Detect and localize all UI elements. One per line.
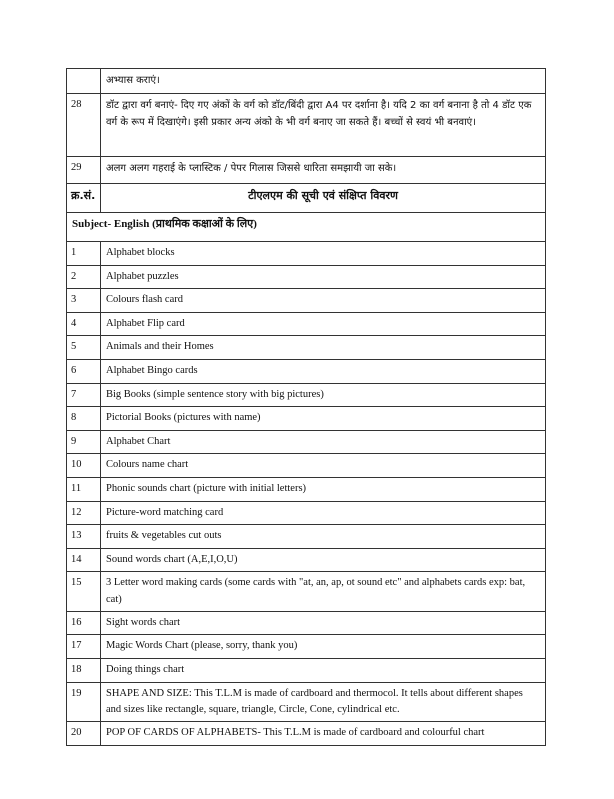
table-row xyxy=(67,336,546,360)
table-row xyxy=(67,611,546,635)
row-number: 19 xyxy=(67,682,101,722)
row-text: Alphabet blocks xyxy=(101,242,546,266)
table-row xyxy=(67,242,546,266)
row-number: 8 xyxy=(67,407,101,431)
row-text: अभ्यास कराएं। xyxy=(101,69,546,94)
tlm-table xyxy=(66,68,546,746)
row-number: 16 xyxy=(67,611,101,635)
document-page xyxy=(66,68,546,746)
row-number: 2 xyxy=(67,265,101,289)
table-row xyxy=(67,454,546,478)
row-number: 12 xyxy=(67,501,101,525)
table-row xyxy=(67,265,546,289)
row-text: 3 Letter word making cards (some cards with "at, an, ap, ot sound etc" and alphabets cards exp: bat, cat) xyxy=(101,572,546,612)
table-row xyxy=(67,548,546,572)
row-text: Alphabet puzzles xyxy=(101,265,546,289)
table-row xyxy=(67,659,546,683)
subject-row xyxy=(67,213,546,242)
row-text: Colours flash card xyxy=(101,289,546,313)
row-text: Sight words chart xyxy=(101,611,546,635)
row-text: Alphabet Bingo cards xyxy=(101,359,546,383)
row-number: 20 xyxy=(67,722,101,746)
row-text: Picture-word matching card xyxy=(101,501,546,525)
table-row xyxy=(67,407,546,431)
row-number: 13 xyxy=(67,525,101,549)
row-text: Sound words chart (A,E,I,O,U) xyxy=(101,548,546,572)
row-text: Magic Words Chart (please, sorry, thank you) xyxy=(101,635,546,659)
table-row xyxy=(67,69,546,94)
table-row xyxy=(67,477,546,501)
items-list xyxy=(67,242,546,746)
row-number: 29 xyxy=(67,157,101,184)
row-text: Alphabet Flip card xyxy=(101,312,546,336)
row-number: 18 xyxy=(67,659,101,683)
table-row xyxy=(67,525,546,549)
row-text: fruits & vegetables cut outs xyxy=(101,525,546,549)
table-row xyxy=(67,289,546,313)
table-row xyxy=(67,94,546,157)
row-number: 4 xyxy=(67,312,101,336)
table-row xyxy=(67,635,546,659)
row-text: डॉट द्वारा वर्ग बनाएं- दिए गए अंकों के वर्ग को डॉट/बिंदी द्वारा A4 पर दर्शाना है। यदि 2 का वर्ग बनाना है तो 4 डॉट एक वर्ग के रूप में दिखाएंगे। इसी प्रकार अन्य अंको के भी वर्ग बनाए जा सकते हैं। बच्चों से स्वयं भी बनवाएं। xyxy=(101,94,546,157)
row-number: 28 xyxy=(67,94,101,157)
row-number: 11 xyxy=(67,477,101,501)
row-number: 1 xyxy=(67,242,101,266)
row-number: 15 xyxy=(67,572,101,612)
subject-heading: Subject- English (प्राथमिक कक्षाओं के लिए) xyxy=(67,213,546,242)
row-text: Pictorial Books (pictures with name) xyxy=(101,407,546,431)
row-text: Big Books (simple sentence story with big pictures) xyxy=(101,383,546,407)
table-row xyxy=(67,359,546,383)
table-row xyxy=(67,312,546,336)
table-row xyxy=(67,430,546,454)
row-text: SHAPE AND SIZE: This T.L.M is made of cardboard and thermocol. It tells about different shapes and sizes like rectangle, square, triangle, Circle, Cone, cylindrical etc. xyxy=(101,682,546,722)
table-row xyxy=(67,722,546,746)
table-row xyxy=(67,572,546,612)
row-number: 14 xyxy=(67,548,101,572)
table-row xyxy=(67,157,546,184)
row-number: 9 xyxy=(67,430,101,454)
row-number: 10 xyxy=(67,454,101,478)
row-text: अलग अलग गहराई के प्लास्टिक / पेपर गिलास जिससे धारिता समझायी जा सके। xyxy=(101,157,546,184)
row-number: 6 xyxy=(67,359,101,383)
row-number: 7 xyxy=(67,383,101,407)
row-number: 3 xyxy=(67,289,101,313)
table-row xyxy=(67,501,546,525)
row-text: Doing things chart xyxy=(101,659,546,683)
row-number: 17 xyxy=(67,635,101,659)
table-row xyxy=(67,682,546,722)
table-header-row xyxy=(67,184,546,213)
row-text: Animals and their Homes xyxy=(101,336,546,360)
row-number: 5 xyxy=(67,336,101,360)
row-text: Alphabet Chart xyxy=(101,430,546,454)
serial-number-header: क्र.सं. xyxy=(67,184,101,213)
row-text: Phonic sounds chart (picture with initial letters) xyxy=(101,477,546,501)
table-title: टीएलएम की सूची एवं संक्षिप्त विवरण xyxy=(101,184,546,213)
row-text: Colours name chart xyxy=(101,454,546,478)
row-number xyxy=(67,69,101,94)
row-text: POP OF CARDS OF ALPHABETS- This T.L.M is made of cardboard and colourful chart xyxy=(101,722,546,746)
table-row xyxy=(67,383,546,407)
